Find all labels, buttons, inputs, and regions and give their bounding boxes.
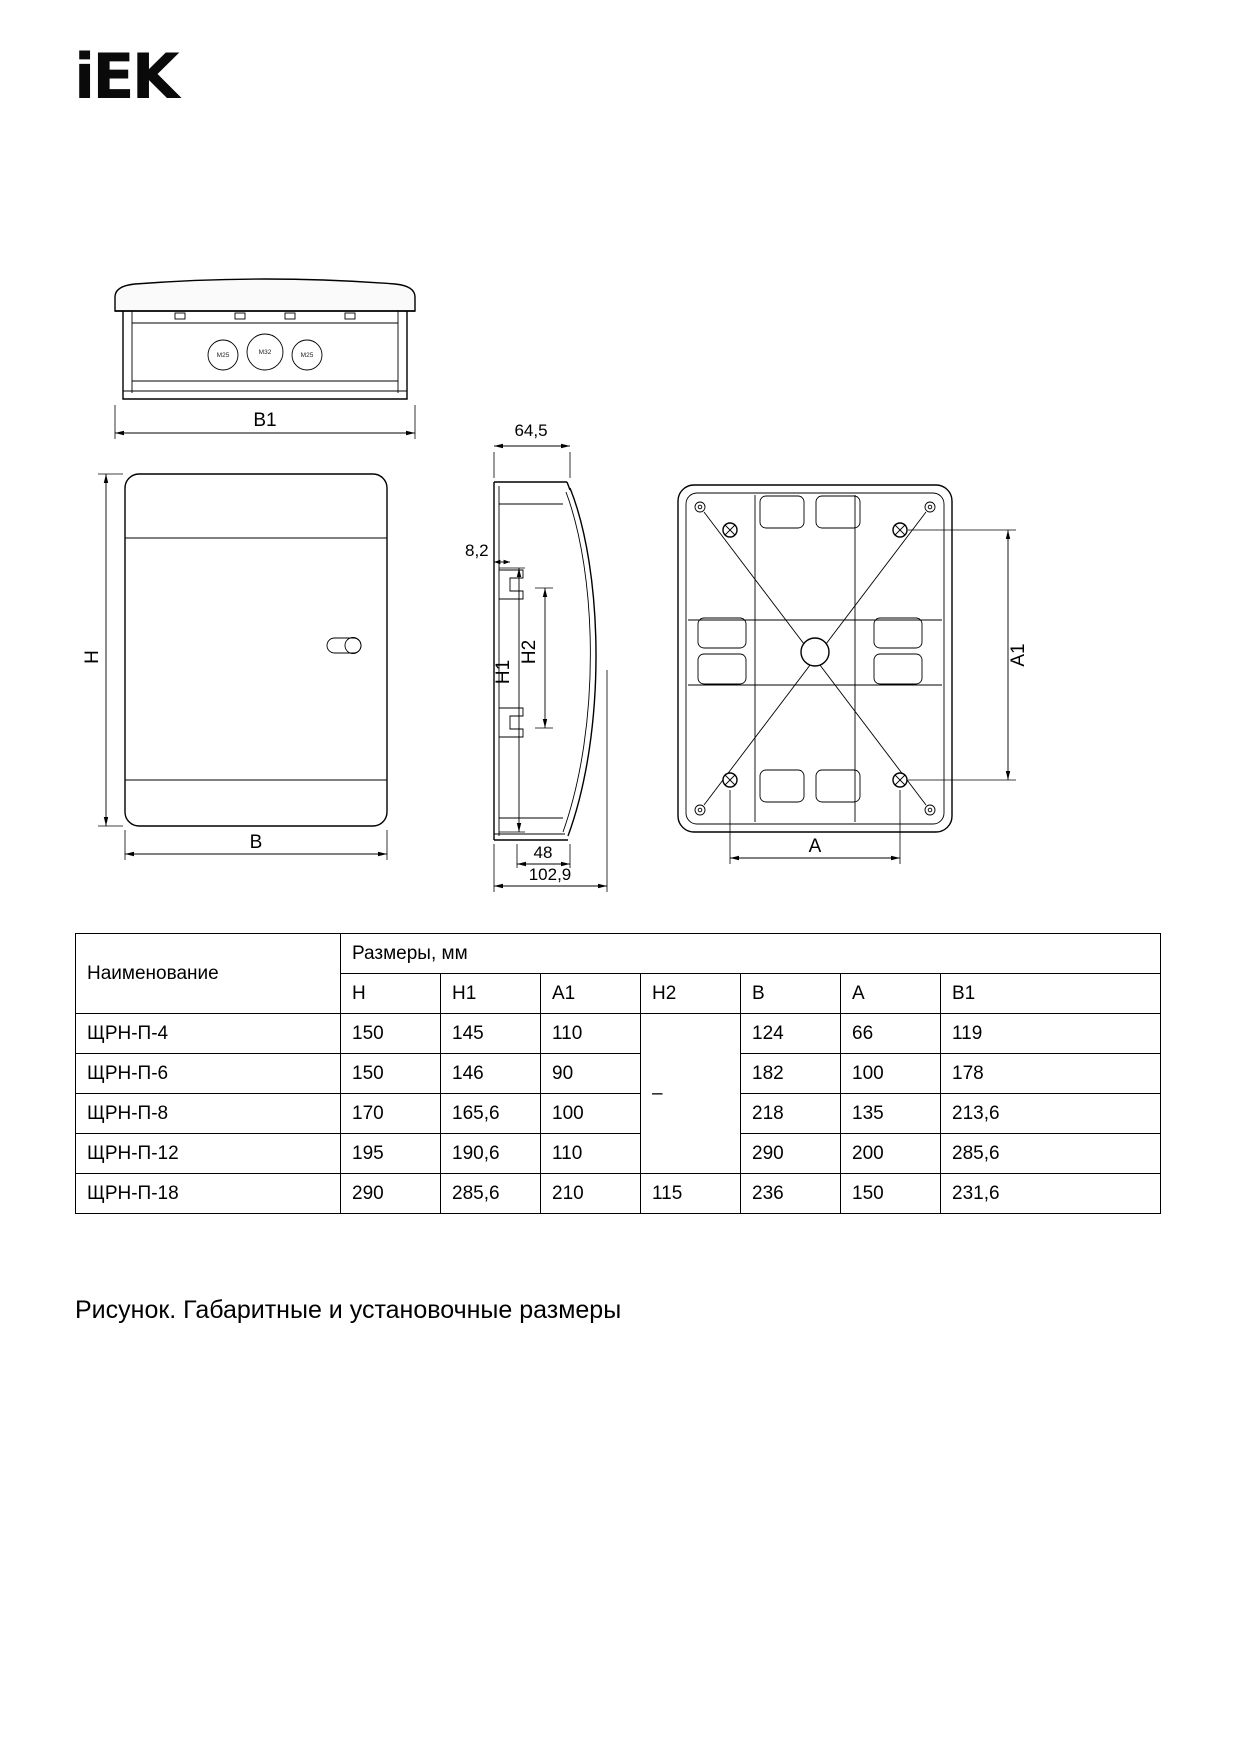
model-name: ЩРН-П-12: [76, 1134, 341, 1174]
center-hole: [801, 638, 829, 666]
iek-logo: iEK: [74, 40, 177, 113]
enclosure-door: [125, 474, 387, 826]
mounting-screw: [893, 773, 907, 787]
dim-label-8-2: 8,2: [465, 541, 489, 560]
mounting-screw: [723, 523, 737, 537]
dim-label-64-5: 64,5: [514, 421, 548, 440]
dim-label-48: 48: [533, 843, 553, 862]
door-profile: [568, 488, 596, 836]
back-view-drawing: [660, 468, 1040, 868]
dim-label-h2: H2: [519, 639, 540, 665]
col-header-a1: A1: [541, 974, 641, 1014]
model-name: ЩРН-П-6: [76, 1054, 341, 1094]
col-header-b1: B1: [941, 974, 1161, 1014]
model-name: ЩРН-П-8: [76, 1094, 341, 1134]
h2-merged-cell: –: [641, 1014, 741, 1174]
dim-label-b: B: [249, 832, 263, 853]
dim-label-h1: H1: [493, 659, 514, 685]
model-name: ЩРН-П-4: [76, 1014, 341, 1054]
sizes-header: Размеры, мм: [341, 934, 1161, 974]
dimensions-table: [75, 933, 1161, 1214]
knockout-label: M32: [258, 349, 272, 356]
knockout-label: M25: [216, 352, 230, 359]
dim-label-102-9: 102,9: [528, 865, 572, 884]
table-row: ЩРН-П-4 150 145 110 – 124 66 119: [76, 1014, 1161, 1054]
side-view-drawing: [455, 420, 635, 900]
mounting-screw: [893, 523, 907, 537]
col-header-a: A: [841, 974, 941, 1014]
dim-label-h: H: [82, 650, 103, 664]
front-view-drawing: [82, 462, 410, 867]
table-row: ЩРН-П-18 290 285,6 210 115 236 150 231,6: [76, 1174, 1161, 1214]
dim-label-a: A: [808, 836, 822, 857]
table-header-row: [76, 934, 1161, 974]
name-column-header: Наименование: [76, 934, 341, 1014]
enclosure-lid: [115, 279, 415, 311]
dim-label-b1: B1: [253, 410, 277, 431]
col-header-h1: H1: [441, 974, 541, 1014]
mounting-screw: [723, 773, 737, 787]
knockout-label: M25: [300, 352, 314, 359]
dim-label-a1: A1: [1008, 643, 1029, 667]
model-name: ЩРН-П-18: [76, 1174, 341, 1214]
col-header-h: H: [341, 974, 441, 1014]
col-header-h2: H2: [641, 974, 741, 1014]
table-row: ЩРН-П-6 150 146 90 182 100 178: [76, 1054, 1161, 1094]
table-row: ЩРН-П-8 170 165,6 100 218 135 213,6: [76, 1094, 1161, 1134]
col-header-b: B: [741, 974, 841, 1014]
figure-caption: Рисунок. Габаритные и установочные размеры: [75, 1296, 622, 1324]
table-row: ЩРН-П-12 195 190,6 110 290 200 285,6: [76, 1134, 1161, 1174]
top-view-drawing: [105, 273, 425, 451]
